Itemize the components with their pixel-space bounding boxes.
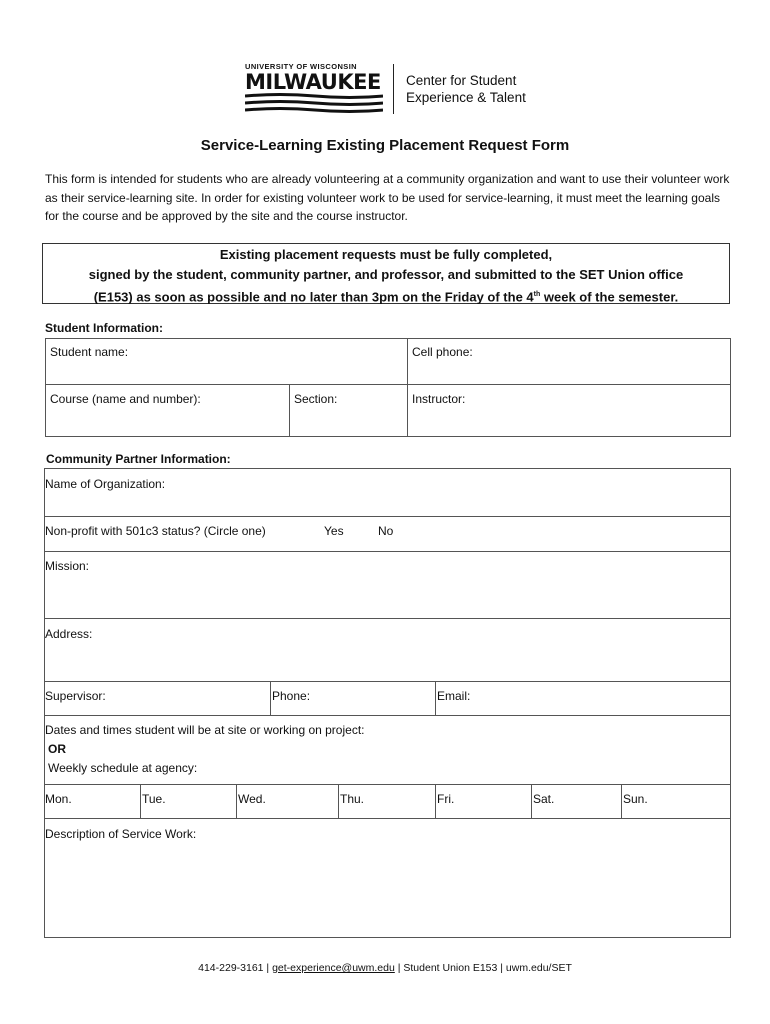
footer-rest: | Student Union E153 | uwm.edu/SET bbox=[394, 962, 572, 974]
notice-line2: signed by the student, community partner, and professor, and submitted to the SET Union office bbox=[88, 267, 684, 282]
student-col-divider bbox=[407, 338, 408, 437]
partner-divider-4 bbox=[44, 681, 731, 682]
day-tue-field[interactable]: Tue. bbox=[142, 792, 166, 806]
footer-separator: | bbox=[263, 962, 273, 974]
notice-line1: Existing placement requests must be fully completed, bbox=[219, 247, 553, 262]
email-field[interactable]: Email: bbox=[437, 689, 471, 703]
supervisor-field[interactable]: Supervisor: bbox=[45, 689, 106, 703]
section-field[interactable]: Section: bbox=[294, 392, 338, 406]
student-name-field[interactable]: Student name: bbox=[50, 345, 129, 359]
nonprofit-question: Non-profit with 501c3 status? (Circle one) bbox=[45, 524, 266, 538]
mission-field[interactable]: Mission: bbox=[45, 559, 90, 573]
university-big-text: MILWAUKEE bbox=[245, 70, 381, 94]
deadline-notice bbox=[42, 243, 730, 304]
nonprofit-no-option[interactable]: No bbox=[378, 524, 394, 538]
partner-divider-2 bbox=[44, 551, 731, 552]
student-section-divider bbox=[289, 384, 290, 437]
notice-line3 bbox=[43, 285, 729, 307]
unit-name-line1: Center for Student bbox=[406, 73, 517, 88]
student-section-label: Student Information: bbox=[45, 321, 163, 335]
day-sun-field[interactable]: Sun. bbox=[623, 792, 648, 806]
day-mon-field[interactable]: Mon. bbox=[45, 792, 72, 806]
or-label: OR bbox=[48, 742, 66, 756]
wave-stripes-icon bbox=[245, 93, 383, 115]
phone-field[interactable]: Phone: bbox=[272, 689, 311, 703]
form-title: Service-Learning Existing Placement Request Form bbox=[200, 137, 570, 154]
student-row-divider bbox=[45, 384, 731, 385]
day-divider-1 bbox=[140, 784, 141, 818]
phone-email-divider bbox=[435, 681, 436, 715]
university-small-text: UNIVERSITY OF WISCONSIN bbox=[245, 62, 357, 71]
day-thu-field[interactable]: Thu. bbox=[340, 792, 365, 806]
dates-times-field[interactable]: Dates and times student will be at site or working on project: bbox=[45, 723, 365, 737]
nonprofit-yes-option[interactable]: Yes bbox=[324, 524, 344, 538]
student-info-table bbox=[45, 338, 731, 437]
notice-line3-end: week of the semester. bbox=[540, 289, 679, 305]
header-logo bbox=[245, 62, 565, 118]
logo-divider bbox=[393, 64, 394, 114]
partner-divider-7 bbox=[44, 818, 731, 819]
instructor-field[interactable]: Instructor: bbox=[412, 392, 466, 406]
organization-name-field[interactable]: Name of Organization: bbox=[45, 477, 166, 491]
address-field[interactable]: Address: bbox=[45, 627, 93, 641]
cell-phone-field[interactable]: Cell phone: bbox=[412, 345, 473, 359]
day-fri-field[interactable]: Fri. bbox=[437, 792, 455, 806]
footer-phone: 414-229-3161 bbox=[198, 962, 264, 974]
partner-divider-5 bbox=[44, 715, 731, 716]
day-divider-4 bbox=[435, 784, 436, 818]
weekly-schedule-label: Weekly schedule at agency: bbox=[48, 761, 198, 775]
partner-section-label: Community Partner Information: bbox=[46, 452, 231, 466]
day-sat-field[interactable]: Sat. bbox=[533, 792, 555, 806]
day-wed-field[interactable]: Wed. bbox=[238, 792, 266, 806]
day-divider-6 bbox=[621, 784, 622, 818]
partner-divider-3 bbox=[44, 618, 731, 619]
service-description-field[interactable]: Description of Service Work: bbox=[45, 827, 197, 841]
day-divider-2 bbox=[236, 784, 237, 818]
course-field[interactable]: Course (name and number): bbox=[50, 392, 201, 406]
footer-contact bbox=[0, 962, 770, 974]
unit-name-line2: Experience & Talent bbox=[406, 90, 526, 105]
notice-line3-start: (E153) as soon as possible and no later than 3pm on the Friday of the 4 bbox=[93, 289, 534, 305]
footer-email-link[interactable]: get-experience@uwm.edu bbox=[272, 962, 395, 974]
notice-superscript: th bbox=[533, 291, 541, 298]
intro-paragraph: This form is intended for students who are already volunteering at a community organization and want to use their volunteer work as their service-learning site. In order for existing volunteer work to be used for service-learning, it must meet the learning goals for the course and be approved by the site and the course instructor. bbox=[45, 172, 730, 223]
partner-divider-1 bbox=[44, 516, 731, 517]
supervisor-phone-divider bbox=[270, 681, 271, 715]
partner-info-table bbox=[44, 468, 731, 938]
partner-divider-6 bbox=[44, 784, 731, 785]
day-divider-5 bbox=[531, 784, 532, 818]
day-divider-3 bbox=[338, 784, 339, 818]
